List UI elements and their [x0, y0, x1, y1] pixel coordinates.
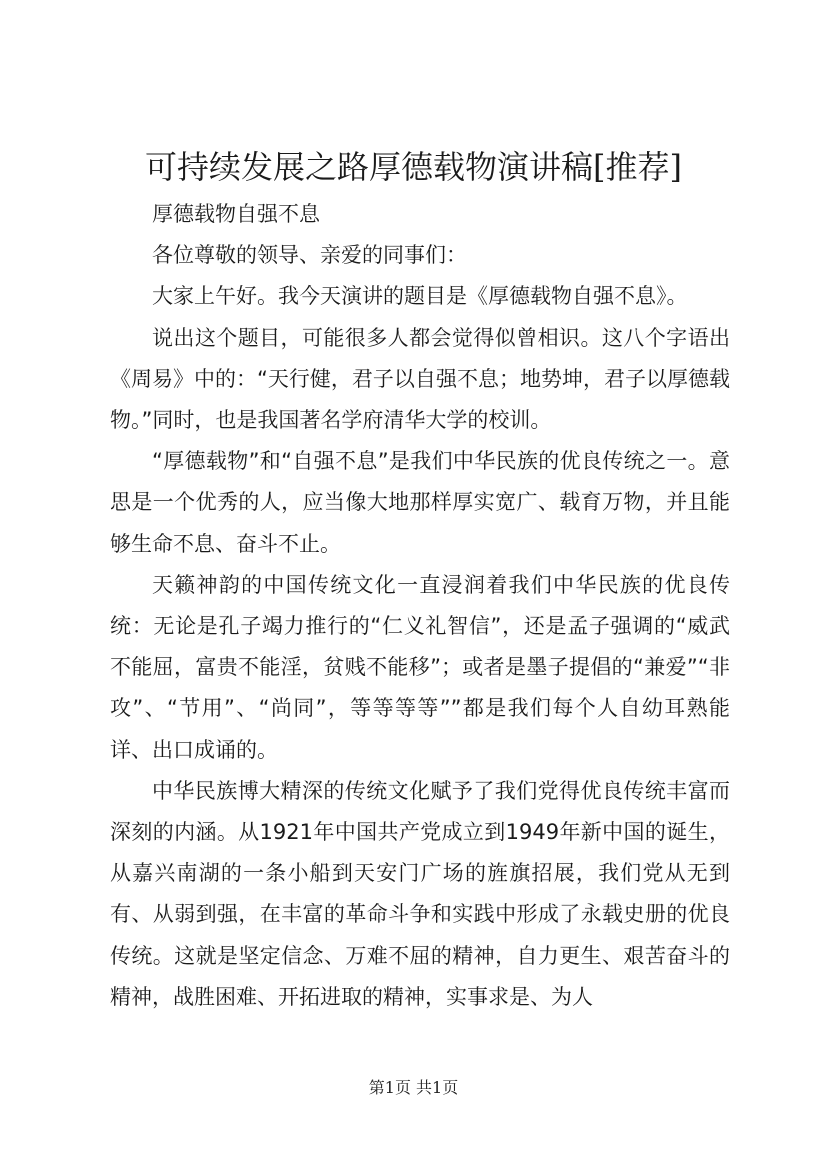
paragraph-meaning: “厚德载物”和“自强不息”是我们中华民族的优良传统之一。意思是一个优秀的人，应当像大地那样厚实宽广、载育万物，并且能够生命不息、奋斗不止。	[110, 449, 730, 556]
document-body	[110, 194, 730, 1018]
paragraph-greeting: 各位尊敬的领导、亲爱的同事们：	[152, 243, 467, 268]
document-title: 可持续发展之路厚德载物演讲稿[推荐]	[145, 148, 682, 186]
paragraph-tradition: 天籁神韵的中国传统文化一直浸润着我们中华民族的优良传统：无论是孔子竭力推行的“仁义礼智信”，还是孟子强调的“威武不能屈，富贵不能淫，贫贱不能移”；或者是墨子提倡的“兼爱”“非攻”、“节用”、“尚同”，等等等等””都是我们每个人自幼耳熟能详、出口成诵的。	[110, 572, 730, 762]
paragraph-opening: 大家上午好。我今天演讲的题目是《厚德载物自强不息》。	[152, 284, 688, 309]
paragraph-party-history: 中华民族博大精深的传统文化赋予了我们党得优良传统丰富而深刻的内涵。从1921年中国共产党成立到1949年新中国的诞生，从嘉兴南湖的一条小船到天安门广场的旌旗招展，我们党从无到有、从弱到强，在丰富的革命斗争和实践中形成了永载史册的优良传统。这就是坚定信念、万难不屈的精神，自力更生、艰苦奋斗的精神，战胜困难、开拓进取的精神，实事求是、为人	[110, 778, 730, 1009]
page-footer: 第1页 共1页	[368, 1078, 459, 1097]
paragraph-origin: 说出这个题目，可能很多人都会觉得似曾相识。这八个字语出《周易》中的：“天行健，君子以自强不息；地势坤，君子以厚德载物。”同时，也是我国著名学府清华大学的校训。	[110, 325, 730, 433]
paragraph-subtitle: 厚德载物自强不息	[152, 202, 320, 226]
